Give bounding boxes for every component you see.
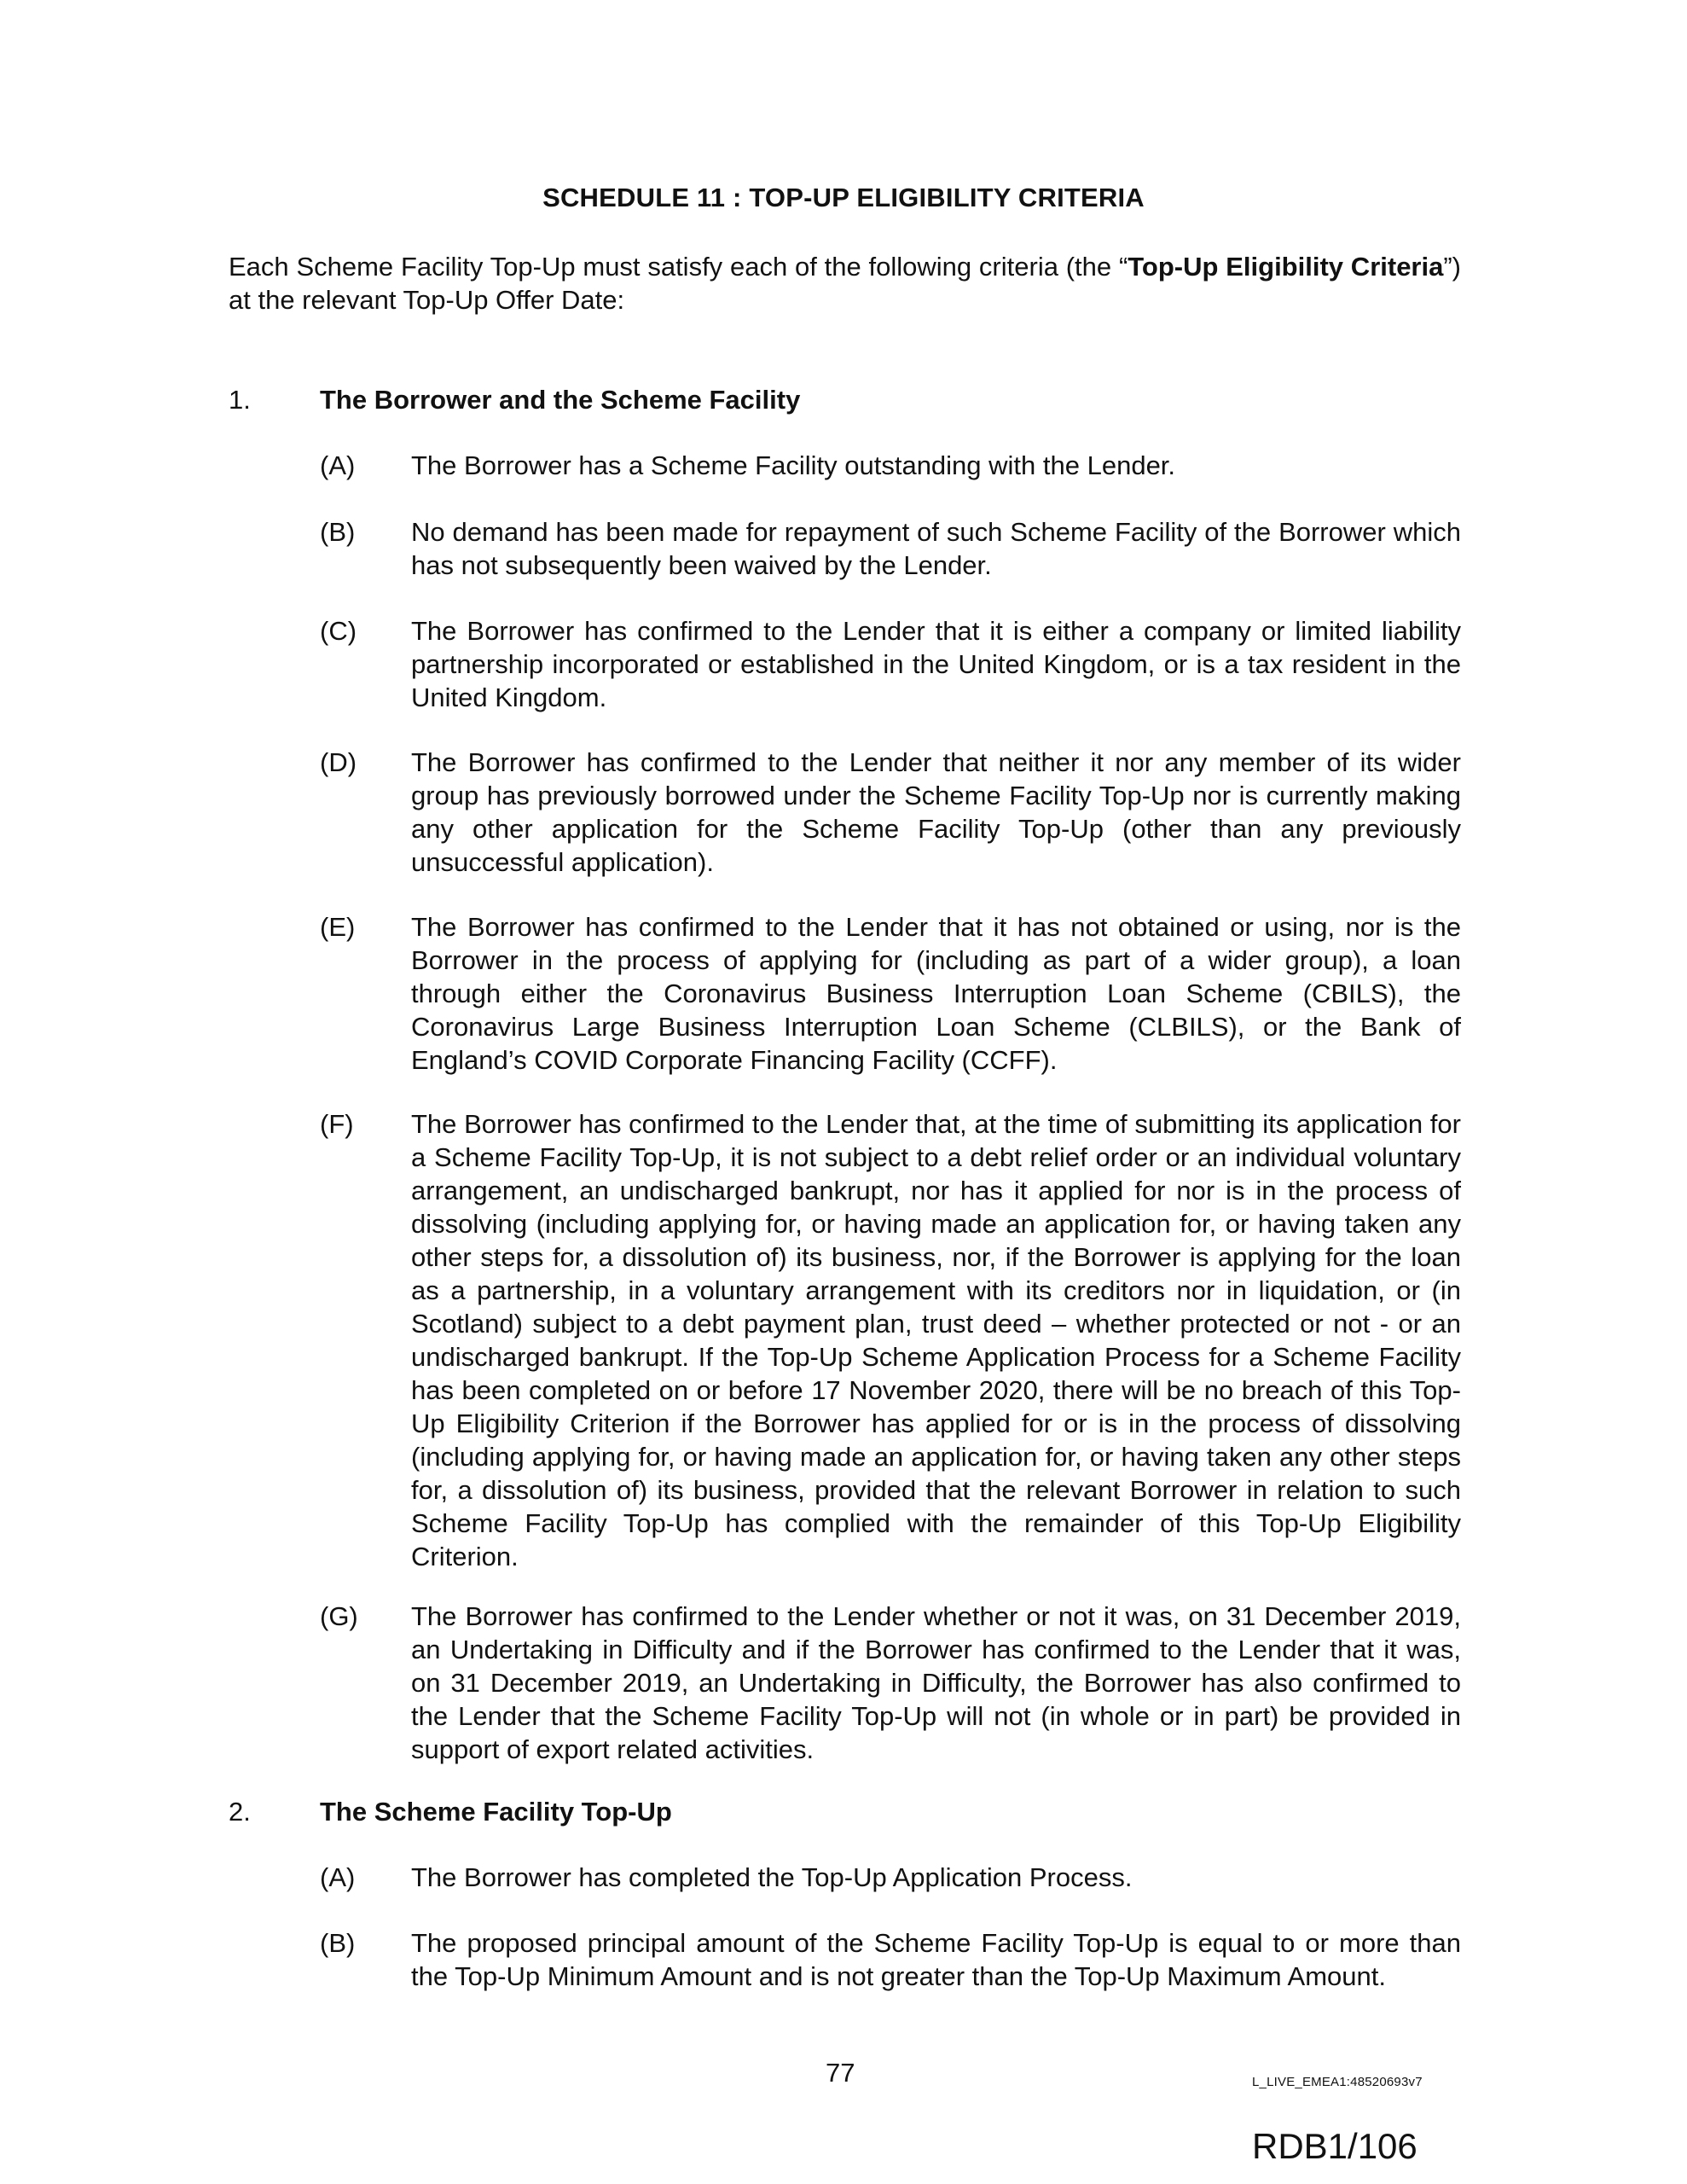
bundle-stamp: RDB1/106 [1252, 2126, 1417, 2166]
criterion-label: (B) [320, 517, 356, 547]
section-number: 1. [229, 385, 251, 415]
criterion-text: The Borrower has confirmed to the Lender that, at the time of submitting its application for a Scheme Facility Top-Up, it is not subject to a debt relief order or an individual voluntary arrangement, an undischarged bankrupt, nor has it applied for nor is in the process of dissolving (including applying for, or having made an application for, or having taken any other steps for, a dissolution of) its business, nor, if the Borrower is applying for the loan as a partnership, in a voluntary arrangement with its creditors nor in liquidation, or (in Scotland) subject to a debt payment plan, trust deed – whether protected or not - or an undischarged bankrupt. If the Top-Up Scheme Application Process for a Scheme Facility has been completed on or before 17 November 2020, there will be no breach of this Top-Up Eligibility Criterion if the Borrower has applied for or is in the process of dissolving (including applying for, or having made an application for, or having taken any other steps for, a dissolution of) its business, provided that the relevant Borrower in relation to such Scheme Facility Top-Up has complied with the remainder of this Top-Up Eligibility Criterion. [411, 1109, 1461, 1571]
document-reference: L_LIVE_EMEA1:48520693v7 [1252, 2075, 1423, 2089]
criterion-text: The Borrower has completed the Top-Up Application Process. [411, 1862, 1133, 1892]
section-number: 2. [229, 1797, 251, 1827]
section-title: The Borrower and the Scheme Facility [320, 385, 801, 415]
criterion-label: (F) [320, 1109, 354, 1139]
intro-paragraph [229, 250, 1461, 317]
criterion-text: The Borrower has a Scheme Facility outstanding with the Lender. [411, 450, 1176, 480]
criterion-text: The proposed principal amount of the Scheme Facility Top-Up is equal to or more than the Top-Up Minimum Amount and is not greater than the Top-Up Maximum Amount. [411, 1928, 1461, 1991]
criterion-label: (A) [320, 1862, 356, 1892]
page-number: 77 [826, 2058, 855, 2088]
criterion-label: (C) [320, 616, 357, 646]
section-title: The Scheme Facility Top-Up [320, 1797, 672, 1827]
criterion-text: The Borrower has confirmed to the Lender that it has not obtained or using, nor is the Borrower in the process of applying for (including as part of a wider group), a loan through either the Coronavirus Business Interruption Loan Scheme (CBILS), the Coronavirus Large Business Interruption Loan Scheme (CLBILS), or the Bank of England’s COVID Corporate Financing Facility (CCFF). [411, 912, 1461, 1075]
intro-text-before: Each Scheme Facility Top-Up must satisfy each of the following criteria (the “ [229, 252, 1128, 282]
criterion-label: (A) [320, 450, 356, 480]
intro-defined-term: Top-Up Eligibility Criteria [1128, 252, 1444, 282]
intro-text-after: ”) at the relevant Top-Up Offer Date: [229, 252, 1462, 315]
schedule-title: SCHEDULE 11 : TOP-UP ELIGIBILITY CRITERIA [542, 183, 1145, 212]
criterion-label: (E) [320, 912, 356, 942]
criterion-text: The Borrower has confirmed to the Lender that it is either a company or limited liability partnership incorporated or established in the United Kingdom, or is a tax resident in the United Kingdom. [411, 616, 1461, 712]
criterion-text: The Borrower has confirmed to the Lender that neither it nor any member of its wider group has previously borrowed under the Scheme Facility Top-Up nor is currently making any other application for the Scheme Facility Top-Up (other than any previously unsuccessful application). [411, 747, 1461, 877]
criterion-text: The Borrower has confirmed to the Lender whether or not it was, on 31 December 2019, an Undertaking in Difficulty and if the Borrower has confirmed to the Lender that it was, on 31 December 2019, an Undertaking in Difficulty, the Borrower has also confirmed to the Lender that the Scheme Facility Top-Up will not (in whole or in part) be provided in support of export related activities. [411, 1601, 1461, 1764]
criterion-text: No demand has been made for repayment of such Scheme Facility of the Borrower which has not subsequently been waived by the Lender. [411, 517, 1461, 580]
criterion-label: (G) [320, 1601, 358, 1631]
criterion-label: (D) [320, 747, 357, 777]
criterion-label: (B) [320, 1928, 356, 1958]
